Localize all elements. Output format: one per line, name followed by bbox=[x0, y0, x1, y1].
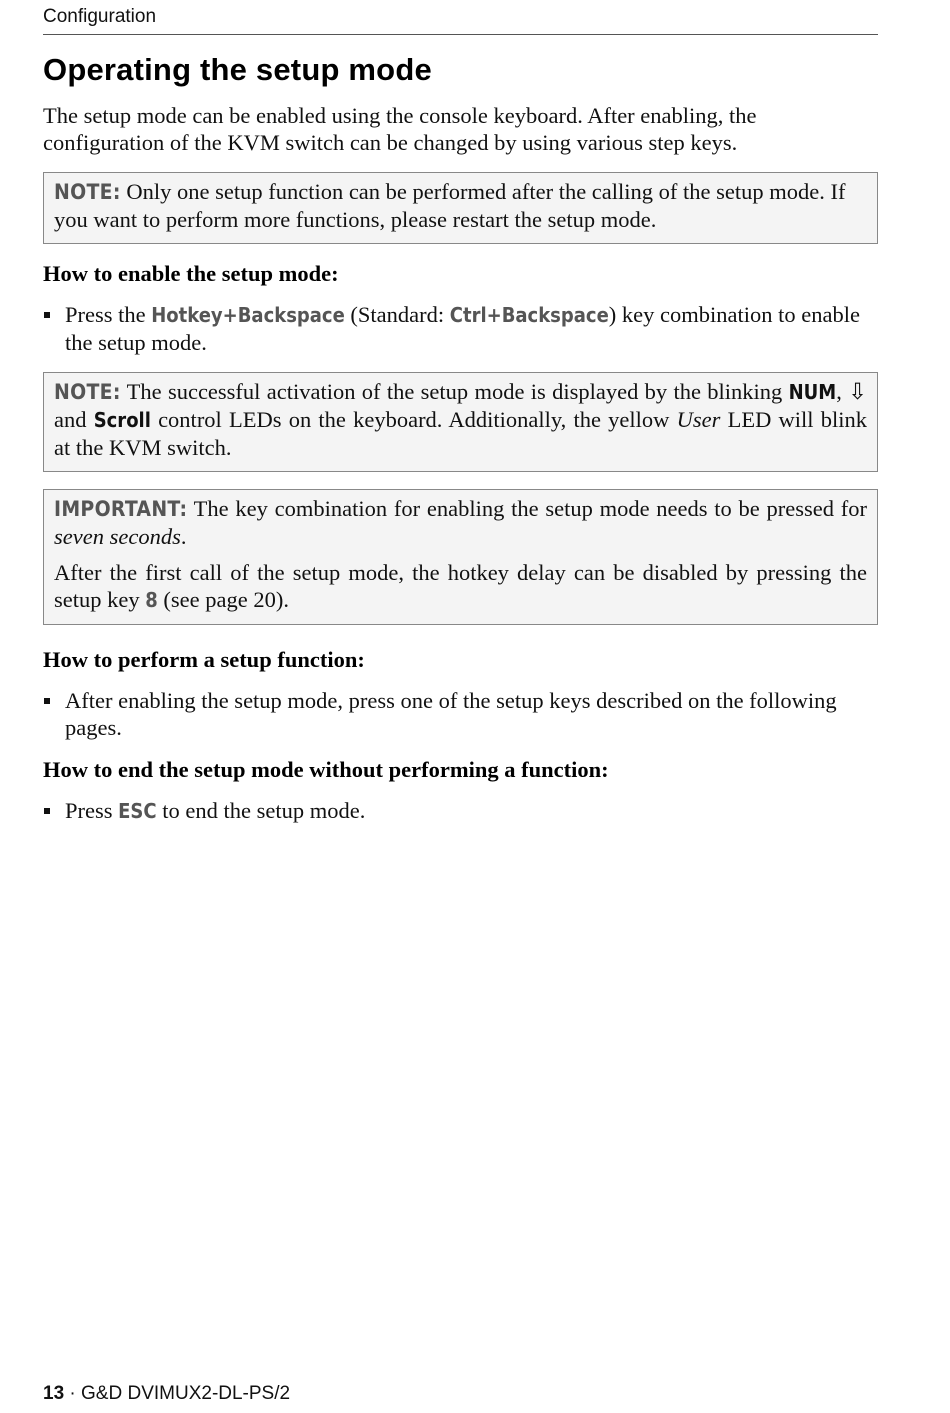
list-item bbox=[43, 797, 878, 825]
important-text: (see page 20). bbox=[157, 587, 289, 612]
note-label: NOTE: bbox=[54, 380, 121, 404]
step-text: Press bbox=[65, 798, 119, 823]
important-text: After the first call of the setup mode, the hotkey delay can be disabled by pressing the setup key bbox=[54, 560, 867, 612]
step-text: ) key combination to enable the setup mode. bbox=[65, 302, 860, 355]
note-label: NOTE: bbox=[54, 180, 121, 204]
key-num: NUM bbox=[788, 380, 837, 404]
note-text: Only one setup function can be performed after the calling of the setup mode. If you want to perform more functions, please restart the setup mode. bbox=[54, 179, 846, 232]
important-label: IMPORTANT: bbox=[54, 497, 188, 521]
perform-steps bbox=[43, 687, 878, 741]
list-item: After enabling the setup mode, press one of the setup keys described on the following pages. bbox=[43, 687, 878, 741]
page-content bbox=[43, 52, 878, 841]
emphasis-duration: seven seconds bbox=[54, 524, 181, 549]
step-text: (Standard: bbox=[344, 302, 450, 327]
key-hotkey-backspace: Hotkey+Backspace bbox=[151, 303, 345, 327]
note-box-led bbox=[43, 372, 878, 472]
section-heading-end: How to end the setup mode without performing a function: bbox=[43, 757, 609, 782]
down-arrow-icon: ⇩ bbox=[848, 379, 868, 404]
important-box bbox=[43, 489, 878, 625]
footer-separator: · bbox=[64, 1383, 82, 1404]
step-text: to end the setup mode. bbox=[156, 798, 366, 823]
key-esc: ESC bbox=[118, 799, 157, 823]
key-8: 8 bbox=[145, 588, 158, 612]
important-text: The key combination for enabling the setup mode needs to be pressed for bbox=[187, 496, 867, 521]
page-number: 13 bbox=[43, 1383, 65, 1404]
enable-steps bbox=[43, 301, 878, 356]
step-text: Press the bbox=[65, 302, 152, 327]
page-title: Operating the setup mode bbox=[43, 52, 432, 87]
end-steps bbox=[43, 797, 878, 825]
section-heading-perform: How to perform a setup function: bbox=[43, 647, 365, 672]
product-name: G&D DVIMUX2-DL-PS/2 bbox=[81, 1383, 291, 1404]
intro-paragraph: The setup mode can be enabled using the console keyboard. After enabling, the configuration of the KVM switch can be changed by using various step keys. bbox=[43, 103, 757, 155]
note-text: , bbox=[836, 379, 849, 404]
note-box bbox=[43, 172, 878, 244]
section-heading-enable: How to enable the setup mode: bbox=[43, 261, 339, 286]
page-footer bbox=[43, 1383, 290, 1405]
note-text: control LEDs on the keyboard. Additionally, the yellow bbox=[150, 407, 677, 432]
running-header: Configuration bbox=[43, 6, 878, 35]
key-scroll: Scroll bbox=[93, 408, 151, 432]
led-name: User bbox=[676, 407, 721, 432]
note-text: The successful activation of the setup mode is displayed by the blinking bbox=[120, 379, 789, 404]
note-text: LED will blink at the KVM switch. bbox=[54, 407, 867, 460]
note-text: and bbox=[54, 407, 94, 432]
important-text: . bbox=[180, 524, 187, 549]
key-ctrl-backspace: Ctrl+Backspace bbox=[449, 303, 609, 327]
list-item bbox=[43, 301, 878, 356]
